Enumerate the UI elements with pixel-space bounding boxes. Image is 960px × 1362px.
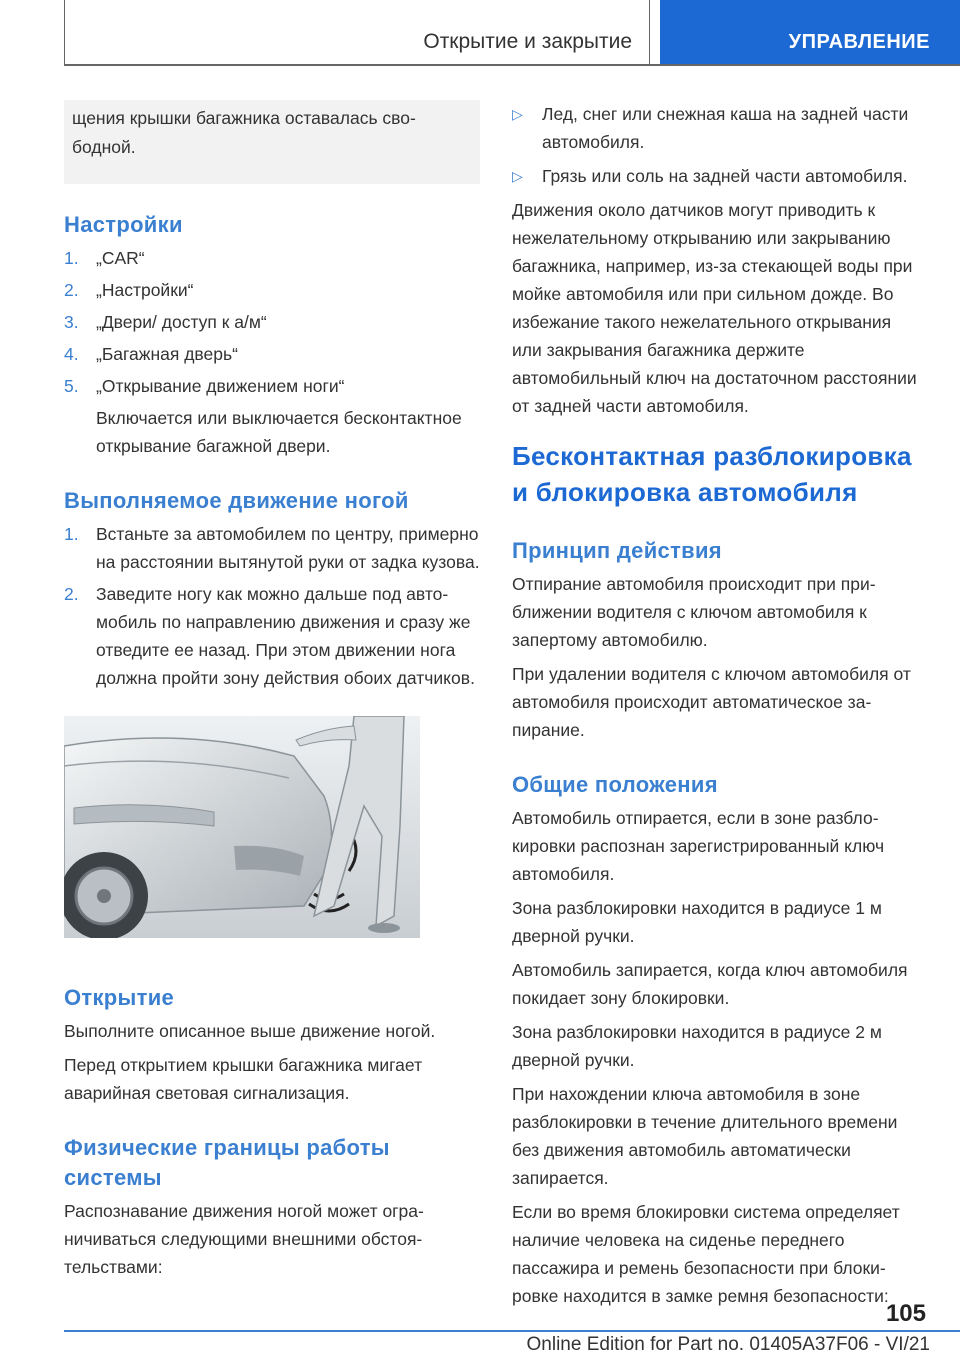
section-title: Открытие и закрытие (423, 30, 632, 53)
principle-heading: Принцип действия (512, 538, 722, 563)
chapter-tab-label: УПРАВЛЕНИЕ (788, 31, 930, 53)
foot-motion-steps (64, 520, 480, 692)
list-item: 1. „CAR“ (64, 248, 145, 268)
limits-heading: Физические границы работы системы (64, 1135, 390, 1190)
paragraph: Зона разблокировки находится в радиусе 1 м дверной ручки. (512, 898, 882, 946)
paragraph: При удалении водителя с ключом автомобиля от автомобиля происходит автоматическое запирание. (512, 664, 911, 740)
bullet-item: ▷ Грязь или соль на задней части автомобиля. (512, 162, 924, 190)
step-note: Включается или выключается бесконтактное открывание багажной двери. (96, 408, 462, 456)
chapter-tab[interactable] (660, 0, 960, 64)
list-item: 2. Заведите ногу как можно дальше под автомобиль по направлению движения и сразу же отведите ее назад. При этом движении нога должна пройти зону действия обоих датчиков. (64, 584, 475, 688)
note-box: щения крышки багажника оставалась свободной. (64, 100, 480, 184)
list-item: 1. Встаньте за автомобилем по центру, примерно на расстоянии вытянутой руки от задка кузова. (64, 524, 480, 572)
paragraph: Автомобиль запирается, когда ключ автомобиля покидает зону блокировки. (512, 960, 908, 1008)
footer-rule (64, 1330, 960, 1332)
list-item: 4. „Багажная дверь“ (64, 344, 238, 364)
paragraph: Распознавание движения ногой может ограничиваться следующими внешними обстоятельствами: (64, 1201, 424, 1277)
paragraph: При нахождении ключа автомобиля в зоне разблокировки в течение длительного времени без движения автомобиль автоматически запирается. (512, 1084, 898, 1188)
paragraph: Перед открытием крышки багажника мигает аварийная световая сигнализация. (64, 1055, 423, 1103)
left-column (64, 100, 480, 1287)
right-column (512, 100, 924, 1316)
paragraph: Выполните описанное выше движение ногой. (64, 1021, 436, 1041)
foot-gesture-illustration (64, 716, 420, 938)
foot-motion-heading: Выполняемое движение ногой (64, 488, 409, 513)
paragraph: Зона разблокировки находится в радиусе 2 м дверной ручки. (512, 1022, 882, 1070)
edition-link[interactable]: Online Edition for Part no. 01405A37F06 - VI/21 (526, 1334, 930, 1355)
header-rule (64, 64, 960, 66)
paragraph: Автомобиль отпирается, если в зоне разблокировки распознан зарегистрированный ключ автомобиля. (512, 808, 885, 884)
comfort-access-heading: Бесконтактная разблокировка и блокировка автомобиля (512, 441, 912, 507)
settings-heading: Настройки (64, 212, 183, 237)
opening-heading: Открытие (64, 985, 175, 1010)
triangle-bullet-icon: ▷ (512, 106, 523, 122)
list-item: 3. „Двери/ доступ к а/м“ (64, 312, 267, 332)
page-number: 105 (885, 1300, 926, 1327)
list-item: 2. „Настройки“ (64, 280, 194, 300)
triangle-bullet-icon: ▷ (512, 168, 523, 184)
paragraph: Движения около датчиков могут приводить к нежелательному открыванию или закрыванию багажника, например, из-за стекающей воды при мойке автомобиля или при сильном дожде. Во избежание такого нежелательного открывания или закрывания багажника держите автомобильный ключ на достаточном расстоянии от задней части автомобиля. (512, 200, 917, 416)
list-item: 5. „Открывание движением ноги“ (64, 376, 345, 396)
paragraph: Отпирание автомобиля происходит при приближении водителя с ключом автомобиля к запертому автомобилю. (512, 574, 876, 650)
paragraph: Если во время блокировки система определяет наличие человека на сиденье переднего пассажира и ремень безопасности при блокировке находится в замке ремня безопасности: (512, 1202, 900, 1306)
settings-steps (64, 244, 480, 400)
general-heading: Общие положения (512, 772, 718, 797)
bullet-item: ▷ Лед, снег или снежная каша на задней части автомобиля. (512, 100, 924, 156)
